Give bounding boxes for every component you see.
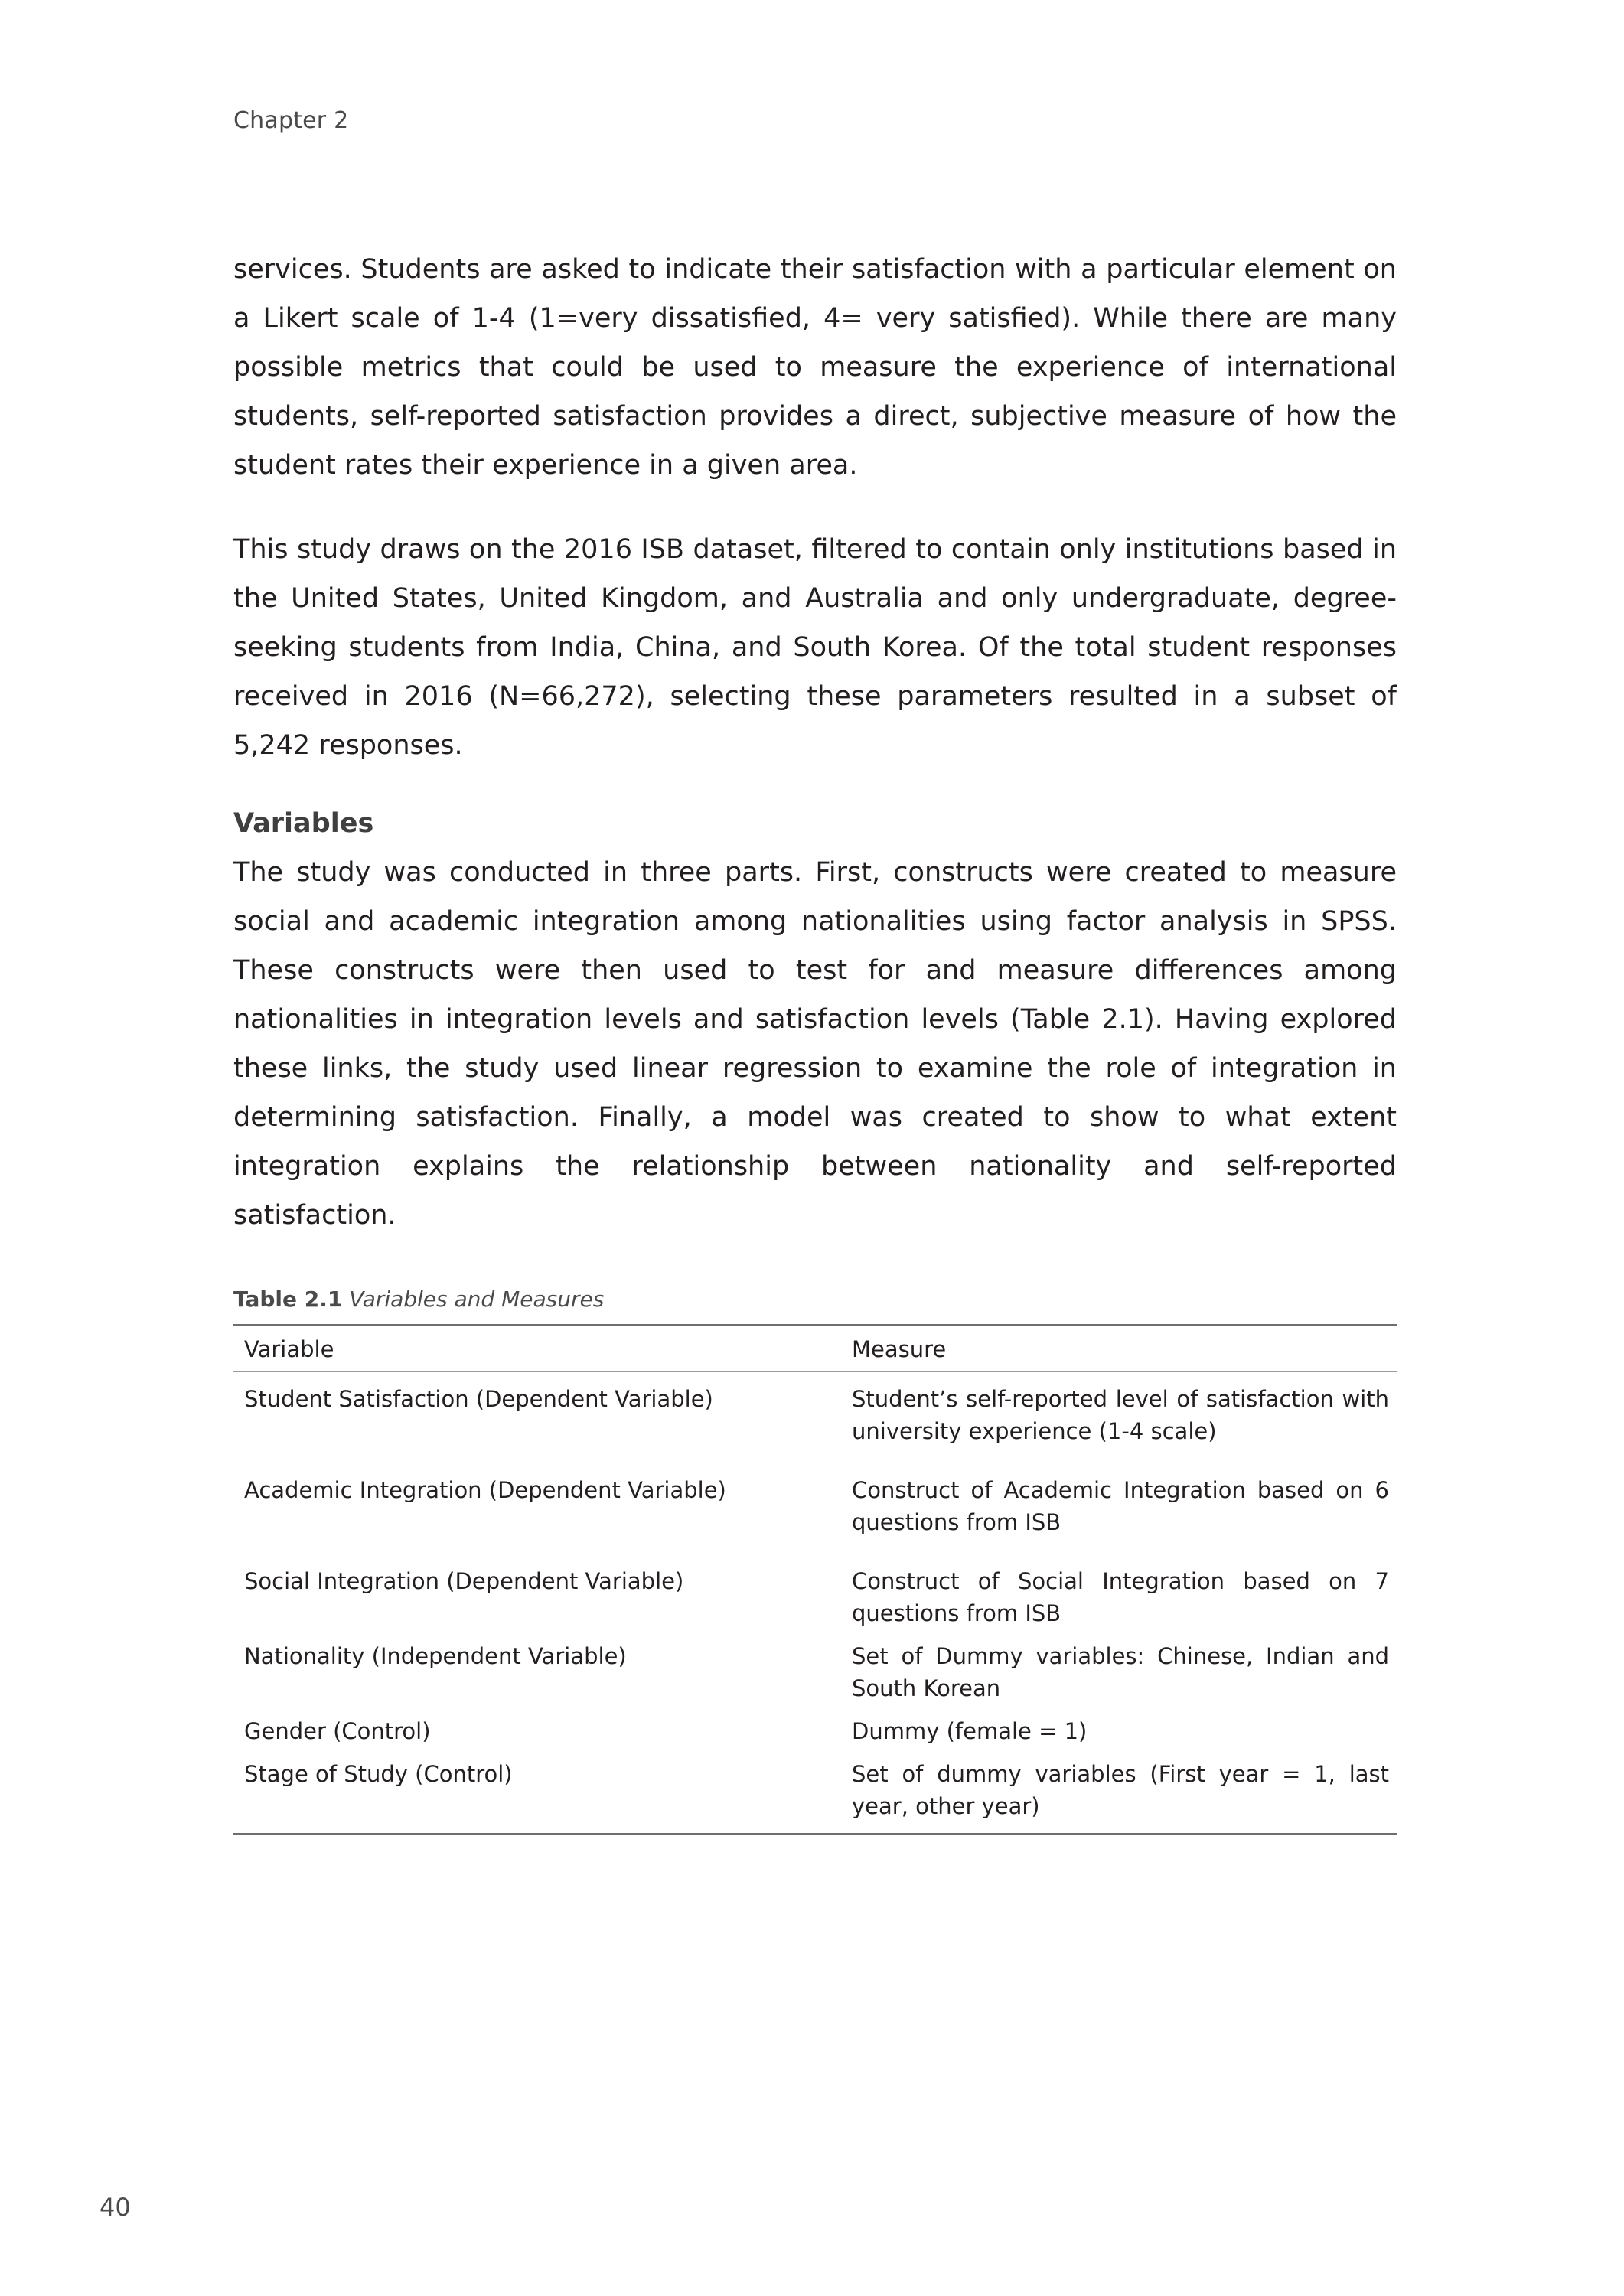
- table-caption-title: Variables and Measures: [349, 1287, 605, 1312]
- table-header-row: [233, 1325, 1397, 1372]
- cell-variable: Stage of Study (Control): [233, 1753, 852, 1834]
- cell-variable: Social Integration (Dependent Variable): [244, 1568, 684, 1594]
- body-paragraph-3: The study was conducted in three parts. First, constructs were created to measure social and academic integration among nationalities using factor analysis in SPSS. These constructs were then used to test for and measure differences among nationalities in integration levels and satisfaction levels (Table 2.1). Having explored these links, the study used linear regression to examine the role of integration in determining satisfaction. Finally, a model was created to show to what extent integration explains the relationship between nationality and self-reported satisfaction.: [233, 857, 1397, 1231]
- table-row: [233, 1710, 1397, 1753]
- body-paragraph-1: services. Students are asked to indicate their satisfaction with a particular element on a Likert scale of 1-4 (1=very dissatisfied, 4= very satisfied). While there are many possible metrics that could be used to measure the experience of international students, self-reported satisfaction provides a direct, subjective measure of how the student rates their experience in a given area.: [233, 254, 1397, 481]
- running-head: Chapter 2: [233, 107, 349, 134]
- page-number: 40: [99, 2193, 131, 2222]
- table-row: [233, 1372, 1397, 1453]
- body-paragraph-2: This study draws on the 2016 ISB dataset, filtered to contain only institutions based in the United States, United Kingdom, and Australia and only undergraduate, degree-seeking students from India, China, and South Korea. Of the total student responses received in 2016 (N=66,272), selecting these parameters resulted in a subset of 5,242 responses.: [233, 534, 1397, 761]
- cell-variable: Nationality (Independent Variable): [244, 1643, 627, 1669]
- cell-measure: Dummy (female = 1): [852, 1718, 1088, 1744]
- cell-variable: Gender (Control): [244, 1718, 431, 1744]
- column-header-variable: Variable: [233, 1325, 852, 1372]
- page-content: [233, 245, 1397, 1835]
- column-header-measure: Measure: [852, 1325, 1397, 1372]
- table-row: [233, 1753, 1397, 1834]
- variables-table: [233, 1324, 1397, 1835]
- cell-variable: Student Satisfaction (Dependent Variable): [244, 1386, 713, 1412]
- cell-measure: Construct of Social Integration based on 7 questions from ISB: [852, 1568, 1389, 1626]
- cell-measure: Student’s self-reported level of satisfaction with university experience (1-4 scale): [852, 1386, 1389, 1444]
- table-row: [233, 1453, 1397, 1544]
- section-heading-variables: Variables: [233, 808, 374, 839]
- table-row: [233, 1544, 1397, 1635]
- cell-measure: Construct of Academic Integration based on 6 questions from ISB: [852, 1477, 1389, 1535]
- cell-measure: Set of dummy variables (First year = 1, last year, other year): [852, 1753, 1397, 1834]
- table-caption: [233, 1284, 1397, 1315]
- cell-variable: Academic Integration (Dependent Variable): [244, 1477, 726, 1503]
- cell-measure: Set of Dummy variables: Chinese, Indian and South Korean: [852, 1643, 1389, 1701]
- table-row: [233, 1635, 1397, 1710]
- table-caption-label: Table 2.1: [233, 1287, 343, 1312]
